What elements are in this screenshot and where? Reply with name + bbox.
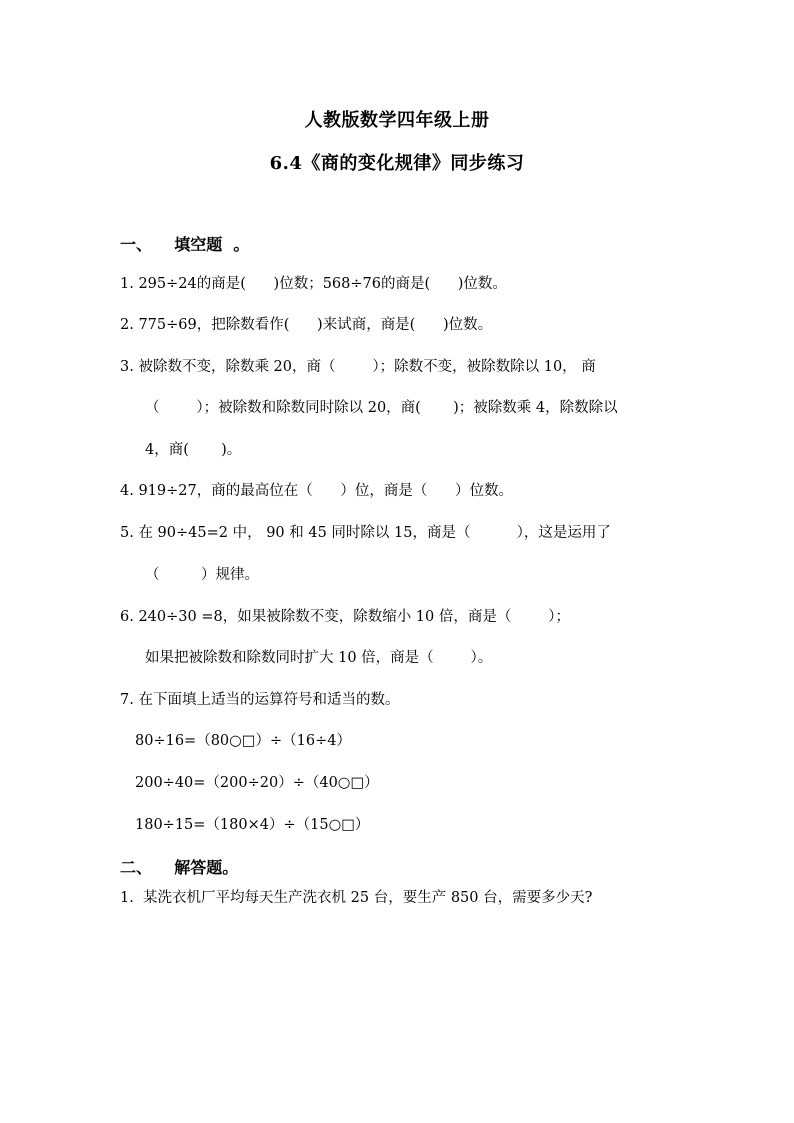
question-7: 7. 在下面填上适当的运算符号和适当的数。 [120, 692, 400, 708]
question-4: 4. 919÷27，商的最高位在（ ）位，商是（ ）位数。 [120, 483, 514, 499]
question-5-line-1: 5. 在 90÷45=2 中， 90 和 45 同时除以 15，商是（ ），这是运用了 [120, 525, 611, 541]
question-6-line-2: 如果把被除数和除数同时扩大 10 倍，商是（ ）。 [145, 650, 493, 666]
answer-question-1: 1. 某洗衣机厂平均每天生产洗衣机 25 台，要生产 850 台，需要多少天? [120, 890, 593, 906]
document-subtitle: 6.4《商的变化规律》同步练习 [269, 153, 525, 174]
question-1: 1. 295÷24的商是( )位数；568÷76的商是( )位数。 [120, 276, 507, 292]
question-3-line-2: （ ）；被除数和除数同时除以 20，商( )；被除数乘 4，除数除以 [145, 400, 618, 416]
question-7-item-2: 200÷40=（200÷20）÷（40○□） [135, 775, 379, 791]
question-3-line-3: 4，商( )。 [145, 442, 242, 458]
question-5-line-2: （ ）规律。 [145, 567, 259, 583]
section-heading-fill-blank: 一、 填空题 。 [120, 235, 250, 254]
question-3-line-1: 3. 被除数不变，除数乘 20，商（ ）；除数不变，被除数除以 10， 商 [120, 359, 596, 375]
question-2: 2. 775÷69，把除数看作( )来试商，商是( )位数。 [120, 317, 493, 333]
section-heading-answer: 二、 解答题。 [120, 858, 239, 877]
question-7-item-1: 80÷16=（80○□）÷（16÷4） [135, 733, 351, 749]
document-title: 人教版数学四年级上册 [304, 110, 490, 131]
question-7-item-3: 180÷15=（180×4）÷（15○□） [135, 817, 370, 833]
question-6-line-1: 6. 240÷30 =8，如果被除数不变，除数缩小 10 倍，商是（ ）； [120, 609, 570, 625]
